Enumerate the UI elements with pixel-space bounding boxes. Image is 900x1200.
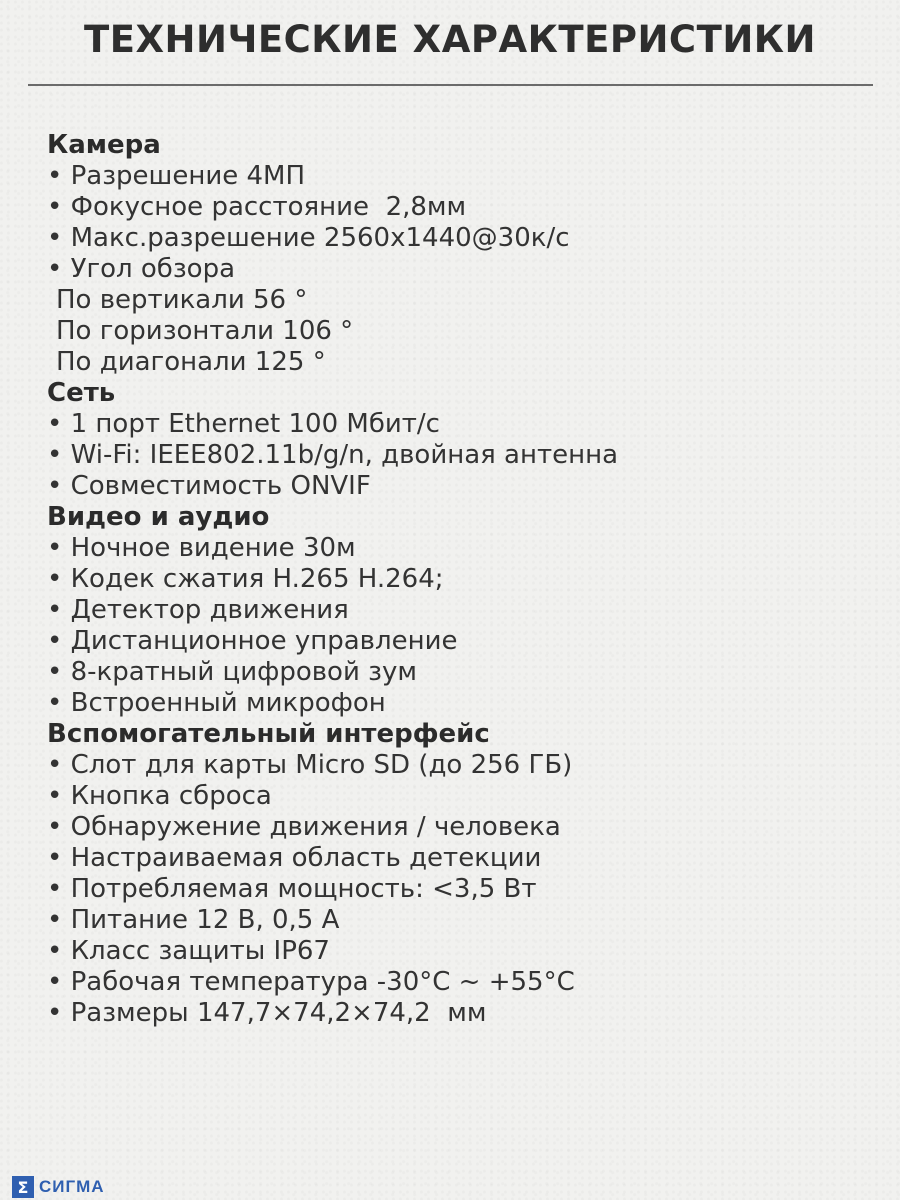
spec-item: • Класс защиты IP67 [47, 936, 330, 966]
title-divider [28, 84, 873, 86]
spec-item: • Дистанционное управление [47, 626, 458, 656]
spec-item: • Встроенный микрофон [47, 688, 386, 718]
spec-item: • Рабочая температура -30°C ~ +55°C [47, 967, 575, 997]
spec-item: • Детектор движения [47, 595, 349, 625]
spec-item: • Питание 12 В, 0,5 А [47, 905, 340, 935]
spec-item: • Совместимость ONVIF [47, 471, 371, 501]
spec-item: • Потребляемая мощность: <3,5 Вт [47, 874, 537, 904]
brand-logo [12, 1176, 105, 1198]
spec-item: • Ночное видение 30м [47, 533, 356, 563]
spec-item: • Макс.разрешение 2560x1440@30к/с [47, 223, 570, 253]
spec-item: • Wi-Fi: IEEE802.11b/g/n, двойная антенна [47, 440, 619, 470]
spec-item: • Настраиваемая область детекции [47, 843, 542, 873]
spec-item: • Угол обзора [47, 254, 236, 284]
spec-subitem: По горизонтали 106 ° [56, 316, 354, 346]
section-title-camera: Камера [47, 130, 161, 160]
spec-item: • Слот для карты Micro SD (до 256 ГБ) [47, 750, 573, 780]
spec-subitem: По диагонали 125 ° [56, 347, 326, 377]
spec-item: • 1 порт Ethernet 100 Мбит/с [47, 409, 440, 439]
spec-subitem: По вертикали 56 ° [56, 285, 308, 315]
brand-name: СИГМА [39, 1177, 105, 1196]
section-title-auxiliary: Вспомогательный интерфейс [47, 719, 490, 749]
spec-item: • 8-кратный цифровой зум [47, 657, 417, 687]
spec-item: • Кнопка сброса [47, 781, 272, 811]
sigma-logo-icon: Σ [12, 1176, 34, 1198]
page-title: ТЕХНИЧЕСКИЕ ХАРАКТЕРИСТИКИ [84, 18, 816, 61]
section-title-video-audio: Видео и аудио [47, 502, 270, 532]
spec-item: • Разрешение 4МП [47, 161, 306, 191]
spec-item: • Кодек сжатия H.265 H.264; [47, 564, 444, 594]
section-title-network: Сеть [47, 378, 116, 408]
spec-item: • Размеры 147,7×74,2×74,2 мм [47, 998, 487, 1028]
spec-item: • Обнаружение движения / человека [47, 812, 561, 842]
spec-list [47, 130, 618, 1029]
spec-item: • Фокусное расстояние 2,8мм [47, 192, 467, 222]
